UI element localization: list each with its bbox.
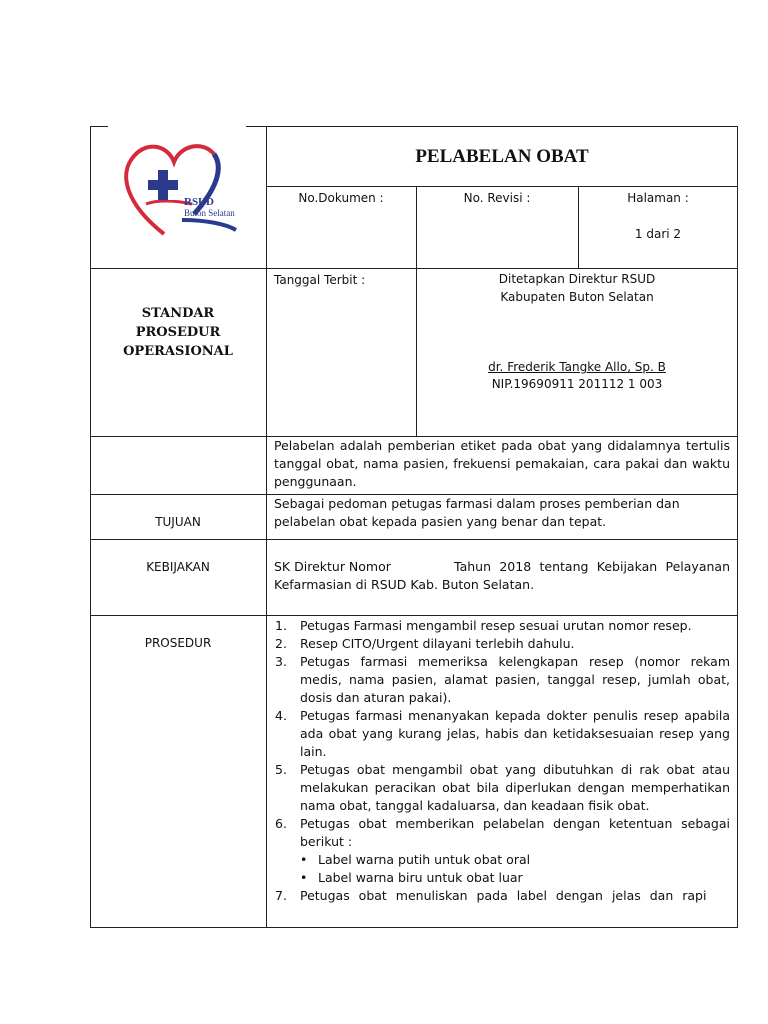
director-nip: NIP.19690911 201112 1 003 — [491, 377, 663, 391]
table-border-right — [737, 126, 738, 928]
step-text: Petugas farmasi memeriksa kelengkapan resep (nomor rekam medis, nama pasien, alamat pasien, tanggal resep, jumlah obat, dosis dan aturan pakai). — [300, 654, 730, 705]
step-text: Petugas obat memberikan pelabelan dengan ketentuan sebagai berikut : — [300, 816, 730, 849]
bullet-icon: • — [300, 852, 308, 867]
kebijakan-label: KEBIJAKAN — [146, 560, 210, 574]
kebijakan-text-b: Tahun 2018 tentang Kebijakan Pelayanan Kefarmasian di RSUD Kab. Buton Selatan. — [274, 559, 730, 592]
kebijakan-text-a: SK Direktur Nomor — [274, 559, 391, 574]
hospital-logo — [116, 134, 256, 246]
header-divider — [266, 186, 738, 187]
sop-line-3: OPERASIONAL — [123, 344, 233, 359]
page-title: PELABELAN OBAT — [415, 146, 589, 167]
no-revisi-label: No. Revisi : — [463, 191, 531, 205]
row-divider-4 — [90, 539, 738, 540]
table-border-top-right — [246, 126, 738, 127]
step-text: Resep CITO/Urgent dilayani terlebih dahulu. — [300, 636, 575, 651]
step-number: 5. — [275, 762, 287, 777]
sop-line-1: STANDAR — [141, 306, 215, 321]
pengertian-text: Pelabelan adalah pemberian etiket pada obat yang didalamnya tertulis tanggal obat, nama pasien, frekuensi pemakaian, cara pakai dan waktu penggunaan. — [274, 438, 730, 489]
list-item — [268, 653, 730, 707]
list-item — [268, 887, 730, 905]
sop-line-2: PROSEDUR — [135, 325, 221, 340]
prosedur-steps-cont — [268, 887, 730, 905]
tujuan-text: Sebagai pedoman petugas farmasi dalam proses pemberian dan pelabelan obat kepada pasien yang benar dan tepat. — [274, 496, 680, 529]
no-dokumen-label: No.Dokumen : — [298, 191, 384, 205]
logo-text-region: Buton Selatan — [184, 208, 235, 218]
logo-text-rsud: RSUD — [184, 196, 214, 208]
step-text: Petugas obat mengambil obat yang dibutuhkan di rak obat atau melakukan peracikan obat bila diperlukan dengan memperhatikan nama obat, tanggal kadaluarsa, dan keadaan fisik obat. — [300, 762, 730, 813]
bullet-text: Label warna putih untuk obat oral — [318, 852, 531, 867]
ditetapkan-line-2: Kabupaten Buton Selatan — [500, 290, 654, 304]
list-item — [268, 635, 730, 653]
bullet-icon: • — [300, 870, 308, 885]
table-border-bottom — [90, 927, 738, 928]
step-number: 4. — [275, 708, 287, 723]
director-name: dr. Frederik Tangke Allo, Sp. B — [488, 360, 666, 374]
step-number: 1. — [275, 618, 287, 633]
tanggal-terbit-label: Tanggal Terbit : — [274, 273, 366, 287]
step-number: 2. — [275, 636, 287, 651]
column-divider — [266, 126, 267, 928]
sop-document — [90, 126, 738, 928]
heart-cross-icon — [116, 134, 256, 246]
tujuan-label: TUJUAN — [155, 515, 201, 529]
list-item — [268, 815, 730, 851]
label-color-bullets — [268, 851, 730, 887]
halaman-value: 1 dari 2 — [634, 227, 682, 241]
step-number: 6. — [275, 816, 287, 831]
prosedur-steps — [268, 617, 730, 851]
prosedur-list-wrapper — [268, 617, 730, 905]
row-divider-1 — [90, 268, 738, 269]
step-text: Petugas farmasi menanyakan kepada dokter penulis resep apabila ada obat yang kurang jelas, habis dan ketidaksesuaian resep yang lain. — [300, 708, 730, 759]
step-number: 7. — [275, 888, 287, 903]
list-item — [268, 851, 730, 869]
prosedur-label: PROSEDUR — [144, 636, 212, 650]
bullet-text: Label warna biru untuk obat luar — [318, 870, 523, 885]
row-divider-5 — [90, 615, 738, 616]
step-text: Petugas obat menuliskan pada label dengan jelas dan rapi — [300, 888, 707, 903]
step-text: Petugas Farmasi mengambil resep sesuai urutan nomor resep. — [300, 618, 692, 633]
ditetapkan-line-1: Ditetapkan Direktur RSUD — [498, 272, 656, 286]
step-number: 3. — [275, 654, 287, 669]
list-item — [268, 617, 730, 635]
list-item — [268, 869, 730, 887]
halaman-label: Halaman : — [627, 191, 689, 205]
list-item — [268, 707, 730, 761]
list-item — [268, 761, 730, 815]
header-col-divider-1 — [416, 186, 417, 436]
table-border-top-left — [90, 126, 108, 127]
